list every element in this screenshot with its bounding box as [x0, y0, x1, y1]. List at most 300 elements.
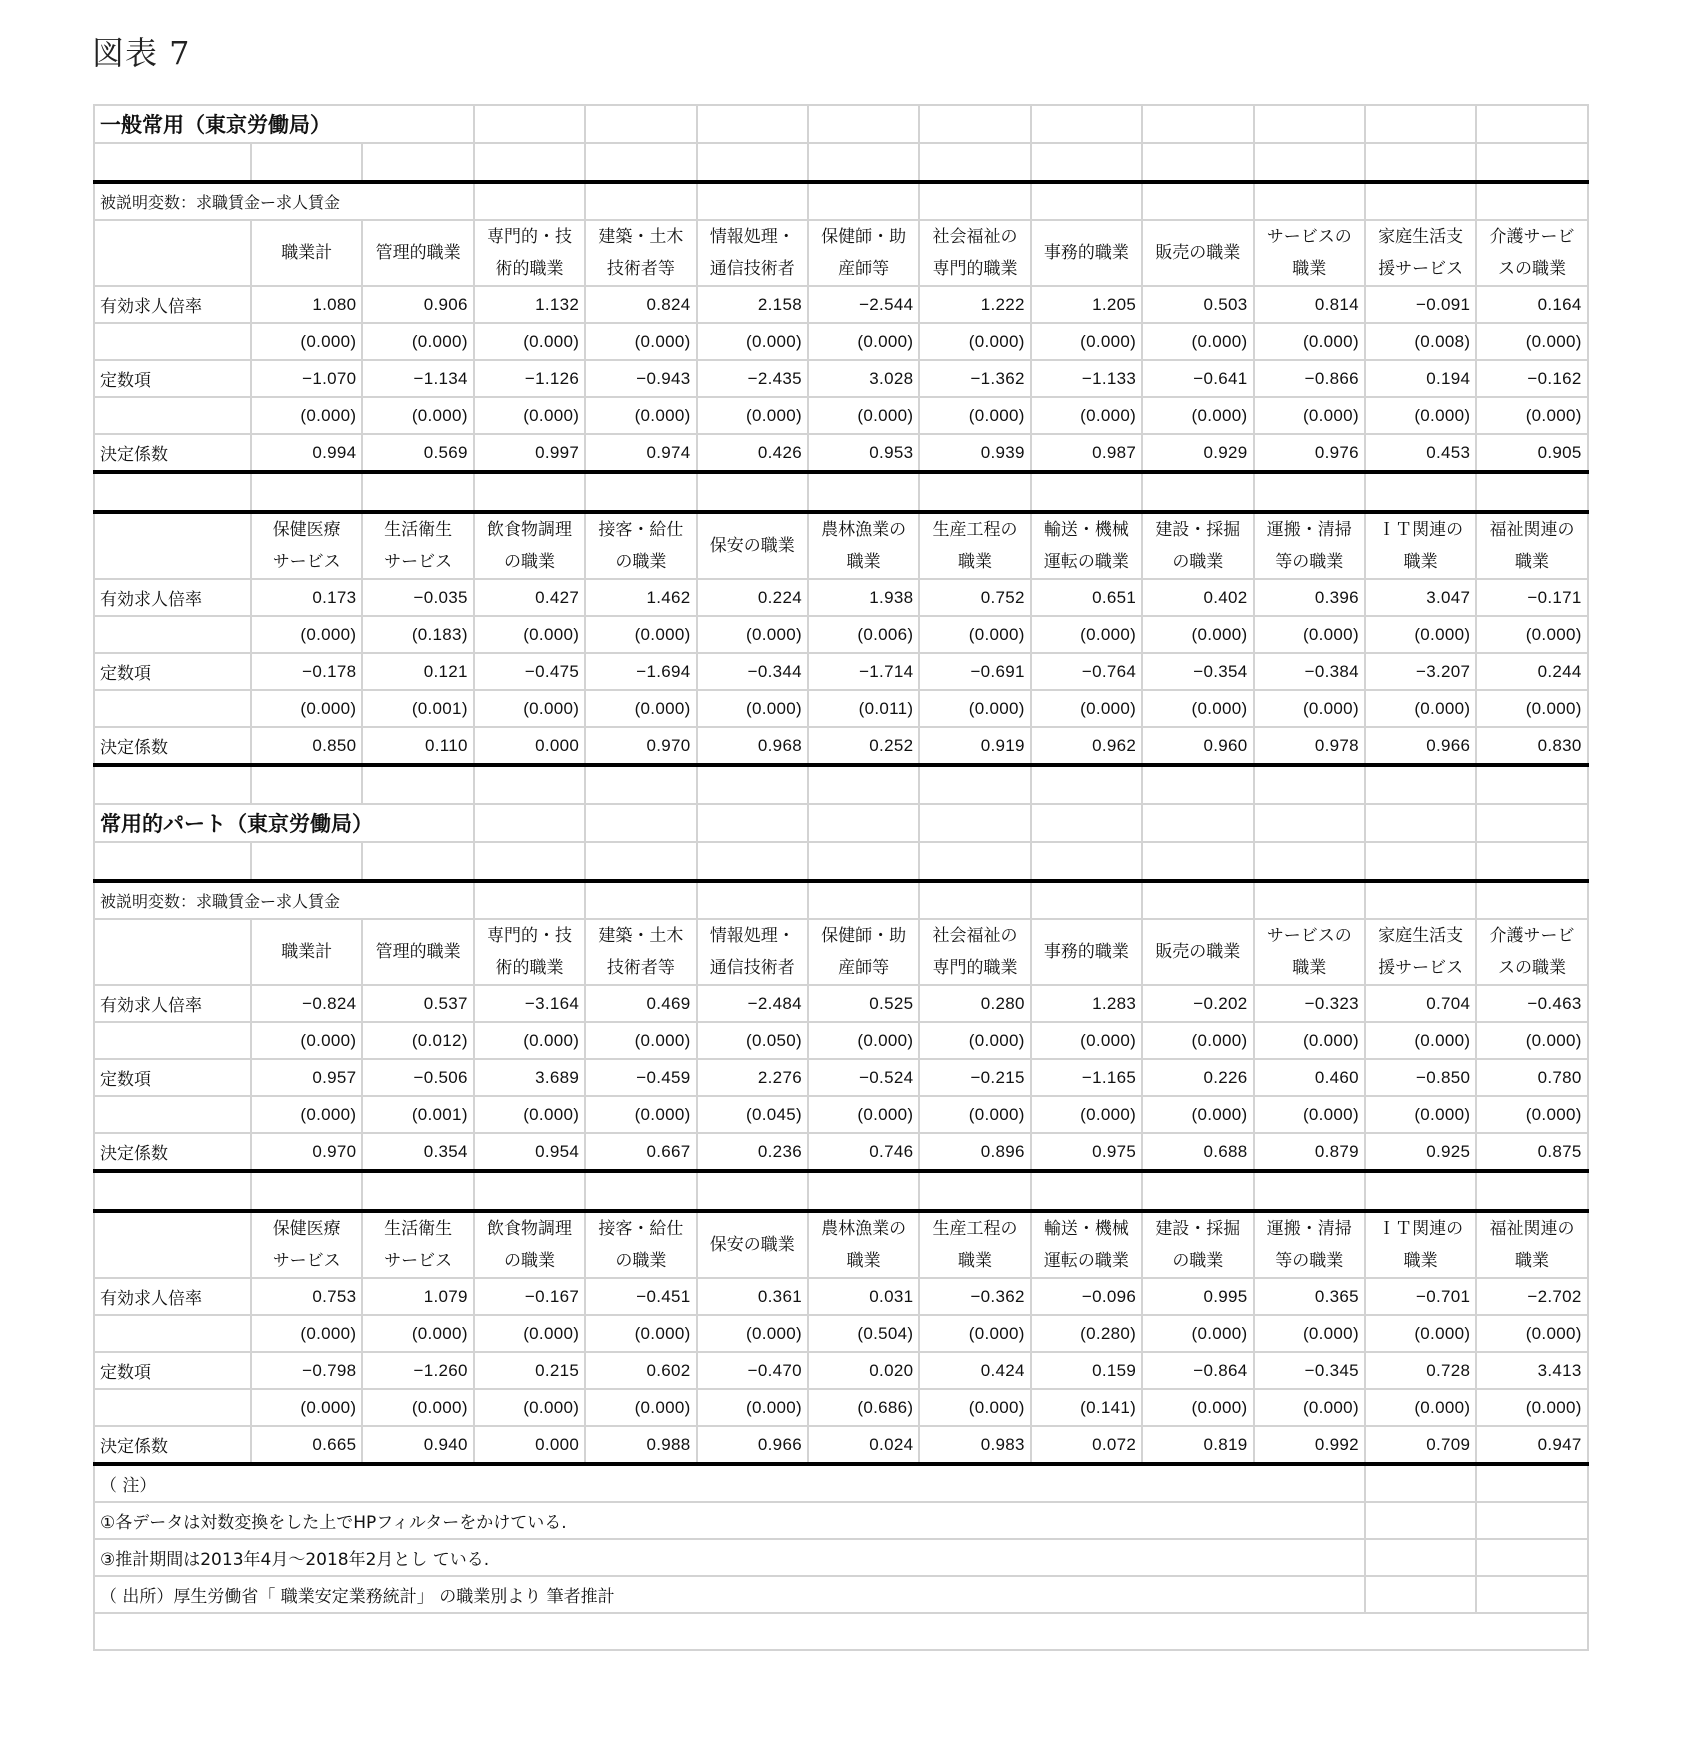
coefficient-cell: −0.171: [1476, 579, 1587, 616]
coefficient-cell: 0.110: [362, 727, 473, 765]
coefficient-cell: 0.970: [251, 1133, 362, 1171]
spacer-row: [94, 472, 1588, 512]
coefficient-cell: 2.158: [697, 286, 808, 323]
cell: [1142, 105, 1253, 143]
column-header: [1142, 512, 1253, 579]
cell: [474, 143, 585, 182]
column-header: [697, 1211, 808, 1278]
cell: [1365, 804, 1476, 842]
cell: [1254, 182, 1365, 220]
figure-title: 図表 7: [92, 34, 191, 72]
column-header-line: 援サービス: [1378, 259, 1464, 279]
cell: [1365, 472, 1476, 512]
p-value-cell: (0.000): [1142, 1389, 1253, 1426]
column-header-line: 職業: [1292, 958, 1327, 978]
table-row: [94, 1315, 1588, 1352]
table-row: [94, 1352, 1588, 1389]
cell: [1254, 105, 1365, 143]
spacer-row: [94, 765, 1588, 804]
coefficient-cell: 0.365: [1254, 1278, 1365, 1315]
cell: [919, 143, 1030, 182]
p-value-cell: (0.000): [362, 397, 473, 434]
coefficient-cell: 2.276: [697, 1059, 808, 1096]
coefficient-cell: 0.919: [919, 727, 1030, 765]
note-row: [94, 1576, 1588, 1613]
column-header: [251, 1211, 362, 1278]
p-value-cell: (0.504): [808, 1315, 919, 1352]
spacer-row: [94, 143, 1588, 182]
coefficient-cell: 0.424: [919, 1352, 1030, 1389]
coefficient-cell: 0.819: [1142, 1426, 1253, 1464]
cell: [919, 842, 1030, 881]
table-row: [94, 360, 1588, 397]
cell: [585, 105, 696, 143]
coefficient-cell: 0.402: [1142, 579, 1253, 616]
p-value-cell: (0.000): [1365, 1096, 1476, 1133]
coefficient-cell: 0.896: [919, 1133, 1030, 1171]
table-row: [94, 1278, 1588, 1315]
coefficient-cell: −1.714: [808, 653, 919, 690]
cell: [1476, 765, 1587, 804]
coefficient-cell: −1.260: [362, 1352, 473, 1389]
p-value-cell: (0.000): [1142, 1022, 1253, 1059]
column-header-line: 介護サービ: [1489, 926, 1575, 946]
cell: [1476, 472, 1587, 512]
coefficient-cell: 3.047: [1365, 579, 1476, 616]
coefficient-cell: 0.688: [1142, 1133, 1253, 1171]
table-row: [94, 727, 1588, 765]
column-header: [1365, 1211, 1476, 1278]
cell: [585, 881, 696, 919]
dependent-variable-text: 被説明変数：求職賃金ー求人賃金: [100, 892, 341, 911]
p-value-cell: (0.000): [697, 616, 808, 653]
cell: [474, 182, 585, 220]
column-header-line: サービスの: [1266, 227, 1352, 247]
column-header: [1365, 512, 1476, 579]
cell: [1031, 842, 1142, 881]
column-header-row: [94, 919, 1588, 985]
spacer-row: [94, 842, 1588, 881]
cell: [251, 472, 362, 512]
coefficient-cell: −0.178: [251, 653, 362, 690]
p-value-cell: (0.000): [697, 323, 808, 360]
p-value-cell: (0.012): [362, 1022, 473, 1059]
p-value-cell: (0.000): [697, 1315, 808, 1352]
p-value-cell: (0.000): [1031, 1022, 1142, 1059]
column-header-line: の職業: [503, 552, 555, 572]
bottom-row: [94, 1613, 1588, 1650]
cell: [1031, 1171, 1142, 1211]
column-header-line: 生産工程の: [932, 1219, 1018, 1239]
column-header-line: サービス: [272, 1251, 341, 1271]
row-label: [94, 1389, 251, 1426]
cell: [474, 472, 585, 512]
p-value-cell: (0.000): [1031, 690, 1142, 727]
cell: [1031, 105, 1142, 143]
coefficient-cell: 0.164: [1476, 286, 1587, 323]
column-header-line: 情報処理・: [709, 926, 795, 946]
table-row: [94, 690, 1588, 727]
column-header: [251, 919, 362, 985]
coefficient-cell: −0.641: [1142, 360, 1253, 397]
coefficient-cell: −0.215: [919, 1059, 1030, 1096]
coefficient-cell: 0.994: [251, 434, 362, 472]
coefficient-cell: 0.709: [1365, 1426, 1476, 1464]
header-corner: [94, 1211, 251, 1278]
column-header-line: の職業: [615, 1251, 667, 1271]
column-header: [919, 919, 1030, 985]
cell: [1365, 765, 1476, 804]
coefficient-cell: −2.484: [697, 985, 808, 1022]
coefficient-cell: 0.173: [251, 579, 362, 616]
coefficient-cell: −0.096: [1031, 1278, 1142, 1315]
coefficient-cell: −0.864: [1142, 1352, 1253, 1389]
column-header-line: 専門的・技: [486, 227, 572, 247]
column-header-line: 保安の職業: [709, 536, 795, 556]
column-header-line: サービス: [384, 552, 453, 572]
coefficient-cell: 0.962: [1031, 727, 1142, 765]
coefficient-cell: 0.537: [362, 985, 473, 1022]
coefficient-cell: 0.978: [1254, 727, 1365, 765]
cell: [474, 842, 585, 881]
regression-table: [93, 104, 1589, 1651]
coefficient-cell: 0.072: [1031, 1426, 1142, 1464]
column-header-line: 専門的・技: [486, 926, 572, 946]
coefficient-cell: −0.459: [585, 1059, 696, 1096]
p-value-cell: (0.000): [1031, 323, 1142, 360]
cell: [1476, 143, 1587, 182]
column-header-line: の職業: [1172, 552, 1224, 572]
p-value-cell: (0.000): [1254, 1022, 1365, 1059]
cell: [808, 765, 919, 804]
p-value-cell: (0.000): [1254, 1096, 1365, 1133]
p-value-cell: (0.000): [1254, 1389, 1365, 1426]
coefficient-cell: −1.133: [1031, 360, 1142, 397]
p-value-cell: (0.686): [808, 1389, 919, 1426]
coefficient-cell: 0.194: [1365, 360, 1476, 397]
coefficient-cell: 0.503: [1142, 286, 1253, 323]
p-value-cell: (0.000): [1476, 397, 1587, 434]
p-value-cell: (0.000): [1365, 690, 1476, 727]
column-header-line: 福祉関連の: [1489, 520, 1575, 540]
column-header: [362, 919, 473, 985]
coefficient-cell: −0.463: [1476, 985, 1587, 1022]
cell: [585, 143, 696, 182]
column-header-line: サービスの: [1266, 926, 1352, 946]
coefficient-cell: 0.602: [585, 1352, 696, 1389]
coefficient-cell: −1.362: [919, 360, 1030, 397]
coefficient-cell: 0.752: [919, 579, 1030, 616]
coefficient-cell: −2.544: [808, 286, 919, 323]
cell: [1476, 1464, 1587, 1502]
column-header: [1142, 1211, 1253, 1278]
header-corner: [94, 220, 251, 286]
coefficient-cell: 0.906: [362, 286, 473, 323]
column-header: [1031, 919, 1142, 985]
p-value-cell: (0.000): [585, 1022, 696, 1059]
column-header-line: 保健医療: [272, 520, 341, 540]
cell: [94, 472, 251, 512]
column-header: [808, 1211, 919, 1278]
coefficient-cell: 0.704: [1365, 985, 1476, 1022]
coefficient-cell: 0.830: [1476, 727, 1587, 765]
cell: [1031, 472, 1142, 512]
column-header: [1031, 512, 1142, 579]
table-row: [94, 985, 1588, 1022]
coefficient-cell: 0.427: [474, 579, 585, 616]
row-label: 有効求人倍率: [94, 579, 251, 616]
coefficient-cell: 1.462: [585, 579, 696, 616]
column-header: [362, 512, 473, 579]
coefficient-cell: −0.202: [1142, 985, 1253, 1022]
p-value-cell: (0.000): [1365, 1022, 1476, 1059]
p-value-cell: (0.000): [1365, 397, 1476, 434]
table-row: [94, 286, 1588, 323]
coefficient-cell: 3.413: [1476, 1352, 1587, 1389]
cell: [697, 105, 808, 143]
p-value-cell: (0.000): [1254, 397, 1365, 434]
column-header-line: 接客・給仕: [598, 1219, 684, 1239]
row-label: [94, 397, 251, 434]
coefficient-cell: −0.470: [697, 1352, 808, 1389]
p-value-cell: (0.000): [1031, 1096, 1142, 1133]
coefficient-cell: −0.701: [1365, 1278, 1476, 1315]
column-header-line: 家庭生活支: [1378, 926, 1464, 946]
column-header-line: 介護サービ: [1489, 227, 1575, 247]
column-header-line: 職業: [846, 1251, 881, 1271]
cell: [808, 842, 919, 881]
column-header: [474, 512, 585, 579]
cell: [1476, 1502, 1587, 1539]
coefficient-cell: 0.850: [251, 727, 362, 765]
note-row: [94, 1502, 1588, 1539]
cell: [919, 472, 1030, 512]
coefficient-cell: 0.957: [251, 1059, 362, 1096]
cell: [251, 1171, 362, 1211]
column-header-line: 福祉関連の: [1489, 1219, 1575, 1239]
column-header-line: 技術者等: [606, 259, 675, 279]
row-label: [94, 690, 251, 727]
p-value-cell: (0.000): [1476, 1096, 1587, 1133]
cell: [697, 881, 808, 919]
cell: [585, 842, 696, 881]
p-value-cell: (0.000): [474, 1096, 585, 1133]
column-header-line: 等の職業: [1275, 1251, 1344, 1271]
cell: [1365, 143, 1476, 182]
column-header-line: 飲食物調理: [486, 1219, 572, 1239]
cell: [585, 804, 696, 842]
column-header-line: 接客・給仕: [598, 520, 684, 540]
column-header-line: 等の職業: [1275, 552, 1344, 572]
coefficient-cell: 0.252: [808, 727, 919, 765]
p-value-cell: (0.000): [1142, 1315, 1253, 1352]
column-header: [1031, 1211, 1142, 1278]
coefficient-cell: 0.728: [1365, 1352, 1476, 1389]
coefficient-cell: 0.280: [919, 985, 1030, 1022]
column-header: [251, 220, 362, 286]
cell: [1254, 1171, 1365, 1211]
coefficient-cell: 3.689: [474, 1059, 585, 1096]
cell: [697, 143, 808, 182]
coefficient-cell: 1.079: [362, 1278, 473, 1315]
cell: [1476, 182, 1587, 220]
note-text: ①各データは対数変換をした上でHPフィルターをかけている.: [94, 1502, 1365, 1539]
row-label: 決定係数: [94, 727, 251, 765]
column-header-line: サービス: [384, 1251, 453, 1271]
column-header-line: 職業: [958, 552, 993, 572]
coefficient-cell: 0.987: [1031, 434, 1142, 472]
p-value-cell: (0.000): [362, 1389, 473, 1426]
column-header-row: [94, 220, 1588, 286]
row-label: 決定係数: [94, 434, 251, 472]
p-value-cell: (0.050): [697, 1022, 808, 1059]
column-header: [585, 220, 696, 286]
coefficient-cell: −0.850: [1365, 1059, 1476, 1096]
cell: [1142, 472, 1253, 512]
column-header: [1254, 512, 1365, 579]
cell: [808, 182, 919, 220]
coefficient-cell: 0.159: [1031, 1352, 1142, 1389]
p-value-cell: (0.000): [919, 616, 1030, 653]
table-row: [94, 616, 1588, 653]
column-header-line: 管理的職業: [375, 942, 461, 962]
column-header: [1254, 1211, 1365, 1278]
cell: [919, 182, 1030, 220]
cell: [362, 143, 473, 182]
cell: [1142, 1171, 1253, 1211]
coefficient-cell: −0.824: [251, 985, 362, 1022]
coefficient-cell: 1.283: [1031, 985, 1142, 1022]
cell: [474, 804, 585, 842]
row-label: 有効求人倍率: [94, 286, 251, 323]
p-value-cell: (0.000): [1365, 616, 1476, 653]
coefficient-cell: 0.975: [1031, 1133, 1142, 1171]
coefficient-cell: 0.983: [919, 1426, 1030, 1464]
coefficient-cell: 0.396: [1254, 579, 1365, 616]
column-header-line: 通信技術者: [709, 259, 795, 279]
coefficient-cell: −2.702: [1476, 1278, 1587, 1315]
p-value-cell: (0.000): [474, 616, 585, 653]
p-value-cell: (0.000): [362, 323, 473, 360]
p-value-cell: (0.000): [1476, 616, 1587, 653]
table-row: [94, 1133, 1588, 1171]
row-label: 定数項: [94, 360, 251, 397]
column-header: [808, 220, 919, 286]
column-header-row: [94, 512, 1588, 579]
row-label: [94, 1096, 251, 1133]
p-value-cell: (0.000): [251, 690, 362, 727]
column-header-line: サービス: [272, 552, 341, 572]
p-value-cell: (0.000): [1476, 323, 1587, 360]
coefficient-cell: −1.126: [474, 360, 585, 397]
coefficient-cell: −3.164: [474, 985, 585, 1022]
coefficient-cell: 0.226: [1142, 1059, 1253, 1096]
coefficient-cell: 0.974: [585, 434, 696, 472]
column-header: [1476, 512, 1587, 579]
coefficient-cell: −1.165: [1031, 1059, 1142, 1096]
coefficient-cell: 0.746: [808, 1133, 919, 1171]
column-header: [1476, 919, 1587, 985]
cell: [585, 765, 696, 804]
coefficient-cell: −0.344: [697, 653, 808, 690]
row-label: [94, 323, 251, 360]
cell: [697, 804, 808, 842]
p-value-cell: (0.000): [919, 397, 1030, 434]
p-value-cell: (0.280): [1031, 1315, 1142, 1352]
coefficient-cell: −0.943: [585, 360, 696, 397]
p-value-cell: (0.000): [585, 1096, 696, 1133]
note-row: [94, 1464, 1588, 1502]
cell: [1142, 143, 1253, 182]
column-header: [585, 919, 696, 985]
coefficient-cell: 0.215: [474, 1352, 585, 1389]
p-value-cell: (0.000): [585, 616, 696, 653]
cell: [1476, 842, 1587, 881]
coefficient-cell: 0.780: [1476, 1059, 1587, 1096]
column-header: [1254, 919, 1365, 985]
coefficient-cell: 0.976: [1254, 434, 1365, 472]
cell: [808, 804, 919, 842]
column-header-line: 生産工程の: [932, 520, 1018, 540]
coefficient-cell: −0.354: [1142, 653, 1253, 690]
column-header-line: 職業: [846, 552, 881, 572]
column-header: [1476, 220, 1587, 286]
coefficient-cell: 1.938: [808, 579, 919, 616]
p-value-cell: (0.000): [697, 397, 808, 434]
dependent-variable: [94, 182, 1588, 220]
coefficient-cell: −0.866: [1254, 360, 1365, 397]
cell: [919, 105, 1030, 143]
cell: [1365, 1539, 1476, 1576]
cell: [1365, 1576, 1476, 1613]
column-header-line: 職業: [1514, 1251, 1549, 1271]
coefficient-cell: 0.244: [1476, 653, 1587, 690]
cell: [94, 765, 251, 804]
p-value-cell: (0.000): [808, 1096, 919, 1133]
column-header-line: 職業: [1403, 1251, 1438, 1271]
cell: [362, 472, 473, 512]
column-header-line: スの職業: [1497, 958, 1566, 978]
p-value-cell: (0.000): [1476, 1022, 1587, 1059]
column-header: [251, 512, 362, 579]
cell: [94, 143, 251, 182]
cell: [1365, 1464, 1476, 1502]
column-header: [1031, 220, 1142, 286]
p-value-cell: (0.000): [1476, 1315, 1587, 1352]
cell: [1254, 842, 1365, 881]
cell: [474, 881, 585, 919]
p-value-cell: (0.000): [251, 1315, 362, 1352]
column-header: [697, 919, 808, 985]
p-value-cell: (0.000): [474, 1022, 585, 1059]
column-header-line: スの職業: [1497, 259, 1566, 279]
column-header: [362, 1211, 473, 1278]
p-value-cell: (0.000): [251, 616, 362, 653]
cell: [808, 1171, 919, 1211]
table-row: [94, 579, 1588, 616]
column-header-line: 技術者等: [606, 958, 675, 978]
cell: [1365, 1171, 1476, 1211]
coefficient-cell: −0.345: [1254, 1352, 1365, 1389]
column-header: [697, 512, 808, 579]
note-text: （ 出所）厚生労働省「 職業安定業務統計」 の職業別より 筆者推計: [94, 1576, 1365, 1613]
column-header-line: 保健医療: [272, 1219, 341, 1239]
p-value-cell: (0.006): [808, 616, 919, 653]
column-header-line: 運転の職業: [1043, 1251, 1129, 1271]
column-header: [919, 220, 1030, 286]
coefficient-cell: −3.207: [1365, 653, 1476, 690]
coefficient-cell: −0.035: [362, 579, 473, 616]
